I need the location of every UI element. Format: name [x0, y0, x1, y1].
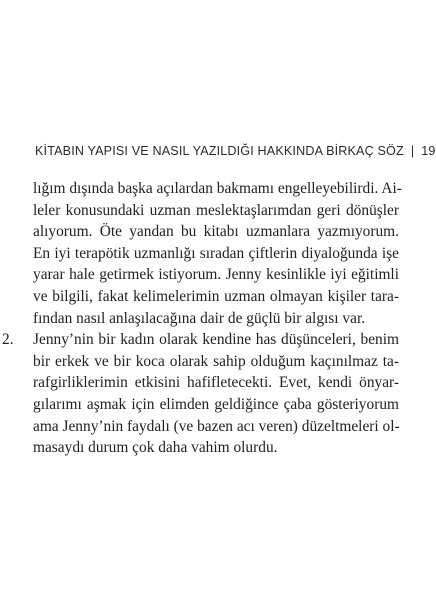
line-text: bir erkek ve bir koca olarak sahip olduğum kaçınılmaz ta- [33, 352, 399, 370]
line-text: ama Jenny’nin faydalı (ve bazen acı veren) düzeltmeleri ol- [33, 417, 400, 435]
line-text: ve bilgili, fakat kelimelerimin uzman olmayan kişiler tara- [33, 287, 399, 305]
line-text: yarar hale getirmek istiyorum. Jenny kesinlikle iyi eğitimli [33, 266, 399, 284]
text-line [0, 394, 424, 416]
body-text [0, 178, 424, 459]
text-line [0, 221, 424, 243]
line-text: En iyi terapötik uzmanlığı sıradan çiftlerin diyaloğunda işe [33, 244, 399, 262]
text-line [0, 329, 424, 351]
header-separator: | [410, 144, 415, 158]
text-line [0, 416, 424, 438]
text-line [0, 200, 424, 222]
text-line [0, 286, 424, 308]
text-line [0, 437, 424, 459]
line-text: gılarımı aşmak için elimden geldiğince çaba gösteriyorum [33, 395, 399, 413]
page-number: 19 [421, 144, 436, 158]
text-line [0, 243, 424, 265]
text-line [0, 178, 424, 200]
text-line [0, 351, 424, 373]
text-line [0, 264, 424, 286]
text-line [0, 308, 424, 330]
chapter-title: KİTABIN YAPISI VE NASIL YAZILDIĞI HAKKINDA BİRKAÇ SÖZ [35, 144, 404, 158]
running-header [35, 141, 436, 161]
list-number: 2. [2, 331, 14, 349]
text-line [0, 372, 424, 394]
line-text: alıyorum. Öte yandan bu kitabı uzmanlara yazmıyorum. [33, 223, 399, 241]
line-text: masaydı durum çok daha vahim olurdu. [33, 439, 278, 457]
line-text: leler konusundaki uzman meslektaşlarımdan geri dönüşler [33, 201, 399, 219]
line-text: Jenny’nin bir kadın olarak kendine has düşünceleri, benim [33, 331, 399, 349]
line-text: fından nasıl anlaşılacağına dair de güçlü bir algısı var. [33, 309, 366, 327]
line-text: rafgirliklerimin etkisini hafifletecekti. Evet, kendi önyar- [33, 374, 399, 392]
line-text: lığım dışında başka açılardan bakmamı engelleyebilirdi. Ai- [33, 180, 402, 197]
